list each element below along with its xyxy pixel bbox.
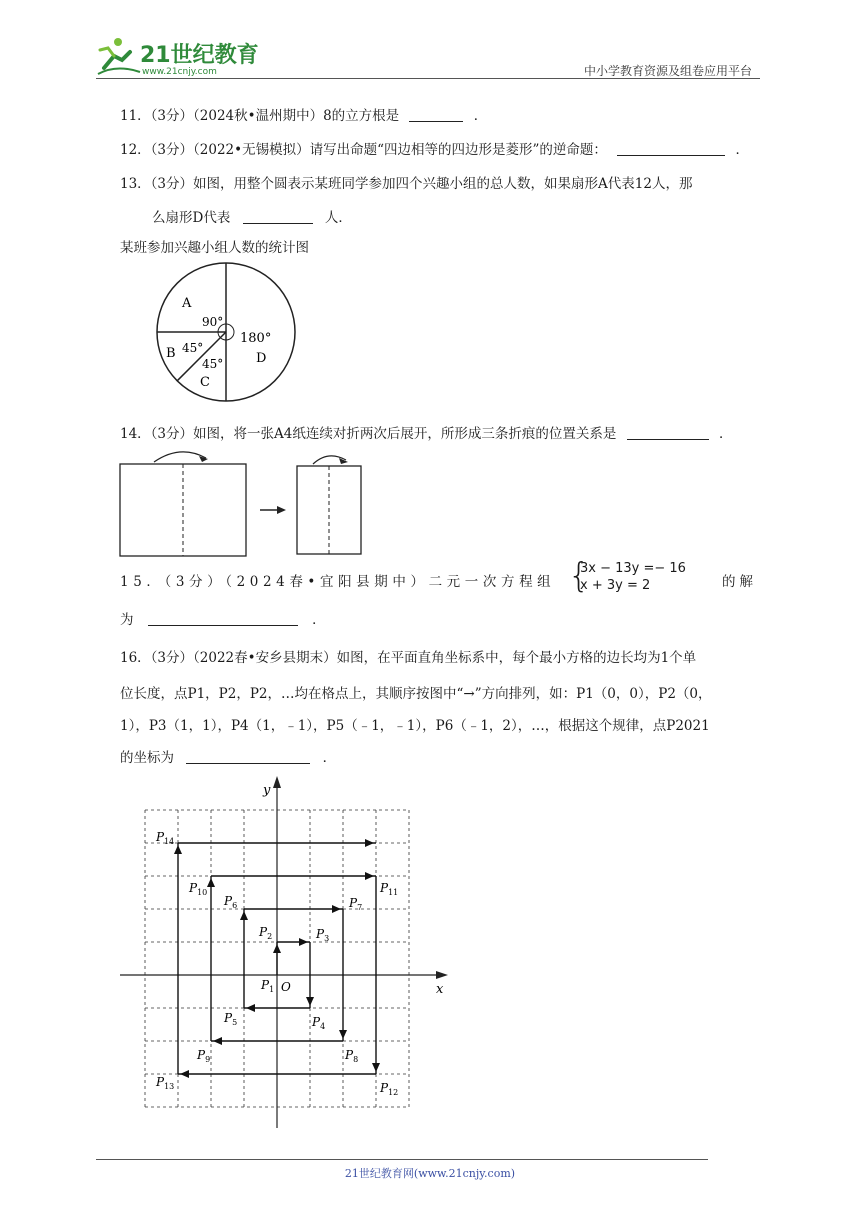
point-label-p10: $P_{10}$: [189, 881, 208, 897]
footer-text: 21世纪教育网(www.21cnjy.com): [344, 1167, 516, 1180]
spiral-arrow-head: [213, 1037, 222, 1045]
runner-icon: [98, 38, 140, 74]
equation-system: [568, 556, 686, 596]
q16-end: ．: [322, 750, 337, 766]
q15-answer-blank[interactable]: [148, 611, 298, 626]
axes: [120, 776, 448, 1128]
spiral-arrow-head: [372, 1063, 380, 1072]
angle-label-c: 45°: [202, 357, 224, 371]
logo-url: www.21cnjy.com: [142, 67, 217, 77]
transition-arrow-head: [277, 506, 286, 514]
q11-answer-blank[interactable]: [409, 107, 463, 122]
q15-text-a: 15．（3分）（2024春•宜阳县期中）二元一次方程组: [120, 574, 556, 590]
spiral-arrow-head: [246, 1004, 255, 1012]
q13-answer-blank[interactable]: [243, 209, 313, 224]
q15-text-b: 的解: [722, 574, 757, 590]
slice-label-a: A: [182, 296, 192, 311]
header-divider: [96, 78, 760, 79]
angle-label-a: 90°: [202, 315, 224, 329]
angle-label-d: 180°: [240, 331, 272, 346]
equation-1: 3x − 13y =− 16: [580, 561, 686, 576]
q13-text-a: 么扇形D代表: [152, 210, 231, 226]
x-axis-arrow: [436, 971, 448, 979]
origin-label: O: [281, 980, 291, 994]
point-label-p3: $P_3$: [316, 927, 330, 943]
footer-divider: [96, 1159, 708, 1160]
q16-answer-blank[interactable]: [186, 749, 310, 764]
header-platform-text: 中小学教育资源及组卷应用平台: [583, 64, 752, 78]
question-13-line2: [152, 208, 352, 228]
x-axis-label: x: [436, 982, 444, 997]
spiral-coordinate-figure: [110, 772, 460, 1132]
point-label-p14: $P_{14}$: [156, 830, 175, 846]
question-12: [120, 140, 749, 160]
question-16-line2: 位长度，点P1，P2，P2，…均在格点上，其顺序按图中“→”方向排列，如：P1（0，0），P2（0，: [120, 686, 712, 702]
slice-label-b: B: [166, 346, 176, 361]
q11-end: ．: [473, 108, 488, 124]
q16-text-a: 的坐标为: [120, 750, 174, 766]
point-label-p13: $P_{13}$: [156, 1075, 175, 1091]
spiral-arrow-head: [365, 872, 374, 880]
fold-arrow-1: [154, 452, 206, 462]
y-axis-arrow: [273, 776, 281, 788]
q13-text-b: 人．: [324, 210, 352, 226]
spiral-arrow-head: [332, 905, 341, 913]
q12-text: 12．（3分）（2022•无锡模拟）请写出命题“四边相等的四边形是菱形”的逆命题：: [120, 142, 607, 158]
q14-answer-blank[interactable]: [627, 425, 709, 440]
q15-text-c: 为: [120, 612, 134, 628]
q12-end: ．: [735, 142, 749, 158]
question-13-line1: 13．（3分）如图，用整个圆表示某班同学参加四个兴趣小组的总人数，如果扇形A代表12人，那: [120, 176, 693, 192]
spiral-arrow-head: [174, 845, 182, 854]
point-label-p12: $P_{12}$: [380, 1081, 399, 1097]
spiral-arrow-head: [180, 1070, 189, 1078]
q11-text: 11．（3分）（2024秋•温州期中）8的立方根是: [120, 108, 400, 124]
question-11: [120, 106, 487, 126]
angle-label-b: 45°: [182, 341, 204, 355]
slice-label-c: C: [200, 375, 210, 390]
pie-chart-title: 某班参加兴趣小组人数的统计图: [120, 240, 309, 256]
question-16-line1: 16．（3分）（2022春•安乡县期末）如图，在平面直角坐标系中，每个最小方格的边长均为1个单: [120, 650, 697, 666]
paper-fold-figure: [110, 446, 370, 562]
spiral-arrow-head: [339, 1030, 347, 1039]
point-label-p8: $P_8$: [345, 1048, 359, 1064]
point-label-p2: $P_2$: [259, 925, 273, 941]
q15-end: ．: [312, 612, 326, 628]
logo-text: 21世纪教育: [140, 43, 259, 68]
spiral-arrow-head: [207, 878, 215, 887]
question-15-line1: [120, 572, 555, 592]
point-label-p11: $P_{11}$: [380, 881, 399, 897]
point-label-p1: $P_1$: [261, 978, 275, 994]
spiral-arrow-head: [299, 938, 308, 946]
point-label-p4: $P_4$: [312, 1015, 326, 1031]
spiral-arrow-head: [306, 997, 314, 1006]
spiral-arrow-head: [365, 839, 374, 847]
question-16-line3: 1），P3（1，1），P4（1，﹣1），P5（﹣1，﹣1），P6（﹣1，2），…，根据这个规律，点P2021: [120, 718, 710, 734]
y-axis-label: y: [263, 783, 271, 798]
spiral-arrow-head: [240, 911, 248, 920]
q14-text: 14．（3分）如图，将一张A4纸连续对折两次后展开，所形成三条折痕的位置关系是: [120, 426, 617, 442]
question-16-line4: [120, 748, 336, 768]
q14-end: ．: [718, 426, 733, 442]
point-label-p6: $P_6$: [224, 894, 238, 910]
point-label-p9: $P_9$: [197, 1048, 211, 1064]
question-14: [120, 424, 732, 444]
question-15-line2: [120, 610, 326, 630]
point-label-p7: $P_7$: [349, 896, 363, 912]
slice-label-d: D: [256, 351, 267, 366]
equation-brace: {: [568, 556, 590, 596]
equation-2: x + 3y = 2: [580, 578, 651, 593]
point-label-p5: $P_5$: [224, 1011, 238, 1027]
spiral-arrow-head: [273, 944, 281, 953]
pie-chart: [148, 262, 308, 402]
logo: [96, 34, 266, 78]
q12-answer-blank[interactable]: [617, 141, 725, 156]
